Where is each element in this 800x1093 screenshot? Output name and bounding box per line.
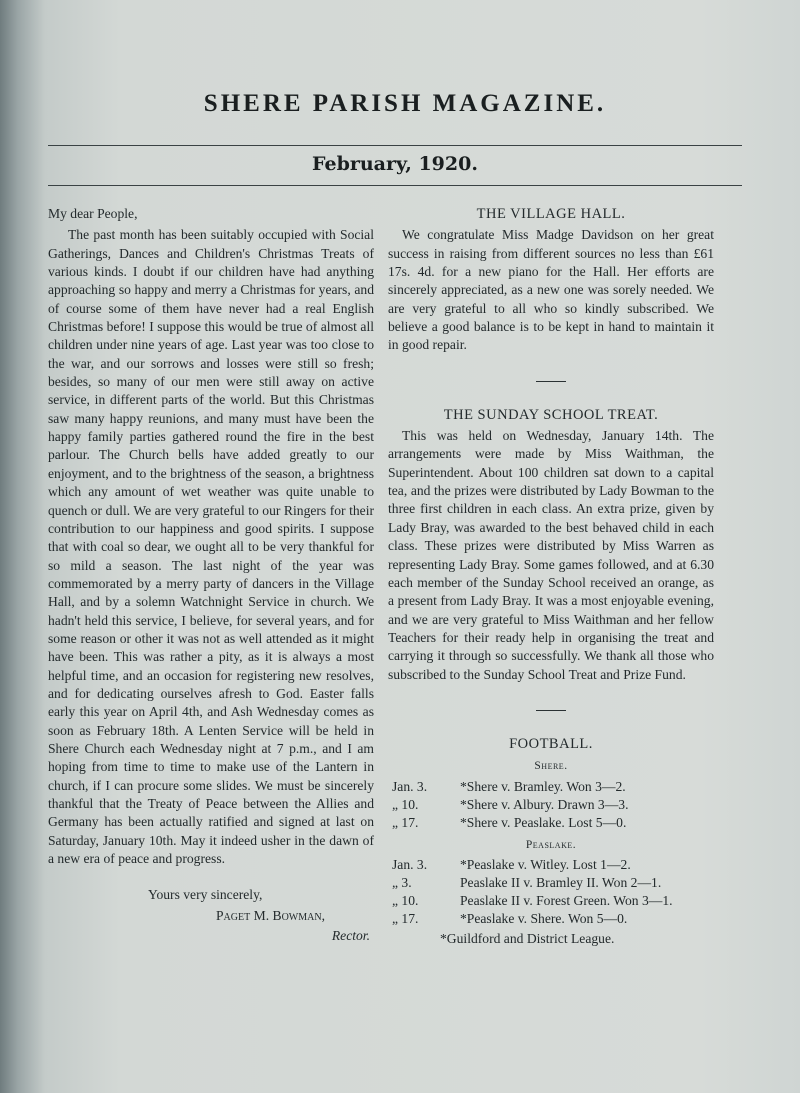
letter-body-wrap <box>48 226 374 868</box>
letter-signer: Paget M. Bowman, <box>216 907 325 923</box>
fixture-date: „ 10. <box>392 892 419 908</box>
bottom-rule <box>48 185 742 186</box>
shere-fixtures <box>388 778 714 832</box>
peaslake-fixtures <box>388 856 714 928</box>
sunday-school-body: This was held on Wednesday, January 14th. The arrangements were made by Miss Waithman, the Superintendent. About 100 children sat down to a capital tea, and the prizes were distributed by Lady Bowman to the three first children in each class. An extra prize, given by Lady Bray, was awarded to the best behaved child in each class. These prizes were distributed by Miss Warren as representing Lady Bray. Some games followed, and at 6.30 each member of the Sunday School received an orange, as a present from Lady Bray. It was a most enjoyable evening, and we are very grateful to Miss Waithman and her fellow Teachers for their ready help in organising the treat and carrying it through so successfully. We thank all those who subscribed to the Sunday School Treat and Prize Fund. <box>388 428 714 682</box>
fixture-result: *Peaslake v. Witley. Lost 1—2. <box>460 856 631 872</box>
fixture-row <box>388 814 714 832</box>
football-title: FOOTBALL. <box>509 735 593 752</box>
letter-role: Rector. <box>331 928 370 944</box>
fixture-date: Jan. 3. <box>392 856 428 872</box>
fixture-date: „ 17. <box>392 910 419 926</box>
fixture-result: *Peaslake v. Shere. Won 5—0. <box>460 910 628 926</box>
section-divider <box>536 381 566 382</box>
sunday-school-title: THE SUNDAY SCHOOL TREAT. <box>443 406 659 423</box>
fixture-result: *Shere v. Bramley. Won 3—2. <box>460 778 626 794</box>
fixture-row <box>388 874 714 892</box>
fixture-result: *Shere v. Peaslake. Lost 5—0. <box>460 814 627 830</box>
fixture-date: Jan. 3. <box>392 778 428 794</box>
rector-letter <box>48 205 374 945</box>
letter-closing: Yours very sincerely, <box>148 887 263 903</box>
fixture-row <box>388 892 714 910</box>
letter-salutation: My dear People, <box>48 206 138 221</box>
section-divider <box>536 710 566 711</box>
peaslake-heading: Peaslake. <box>525 838 577 851</box>
fixture-result: Peaslake II v. Bramley II. Won 2—1. <box>460 874 662 890</box>
fixture-row <box>388 796 714 814</box>
fixture-date: „ 3. <box>392 874 412 890</box>
fixture-date: „ 17. <box>392 814 419 830</box>
masthead-title: SHERE PARISH MAGAZINE. <box>203 90 607 117</box>
right-column <box>388 205 714 948</box>
fixture-result: Peaslake II v. Forest Green. Won 3—1. <box>460 892 673 908</box>
fixture-row <box>388 778 714 796</box>
letter-signer-wrap <box>48 907 374 925</box>
fixture-date: „ 10. <box>392 796 419 812</box>
shere-heading: Shere. <box>534 760 568 773</box>
league-footnote: *Guildford and District League. <box>440 930 615 946</box>
village-hall-title: THE VILLAGE HALL. <box>476 206 626 222</box>
fixture-row <box>388 856 714 874</box>
issue-date: February, 1920. <box>312 153 478 175</box>
letter-body: The past month has been suitably occupied with Social Gatherings, Dances and Children's Christmas Treats of various kinds. I doubt if our children have had anything approaching so happy and merry a Christmas for years, and of course some of them have never had a real English Christmas before! I suppose this would be true of almost all children under nine years of age. Last year was too close to the war, and our sorrows and losses were still so fresh; besides, so many of our men were still away on active service, in different parts of the world. But this Christmas saw many happy reunions, and many must have been the happy family parties gathered round the fire in the best parlour. The Church bells have added greatly to our enjoyment, and to the brightness of the season, a brightness which any amount of wet weather was quite unable to quench or dull. We are very grateful to our Ringers for their contribution to our happiness and good spirits. I suppose that with coal so dear, we ought all to be very thankful for so mild a season. The last night of the year was commemorated by a merry party of dancers in the Village Hall, and by a solemn Watchnight Service in church. We hadn't held this service, I believe, for several years, and for some reason or other it was not as well attended as it might have been. This was rather a pity, as it is always a most helpful time, and an occasion for registering new resolves, and for dedicating ourselves afresh to God. Easter falls early this year on April 4th, and Ash Wednesday comes as soon as February 18th. A Lenten Service will be held in Shere Church each Wednesday night at 7 p.m., and I am hoping from time to time to make use of the Lantern in church, if I can procure some slides. We must be sincerely thankful that the Treaty of Peace between the Allies and Germany has been actually ratified and signed at last on Saturday, January 10th. May it indeed usher in the dawn of a new era of peace and progress. <box>48 227 374 867</box>
fixture-result: *Shere v. Albury. Drawn 3—3. <box>460 796 629 812</box>
fixture-row <box>388 910 714 928</box>
top-rule <box>48 145 742 146</box>
village-hall-body: We congratulate Miss Madge Davidson on her great success in raising from different sources no less than £61 17s. 4d. for a new piano for the Hall. Her efforts are sincerely appreciated, as a new one was sorely needed. We are very grateful to all who so kindly subscribed. We believe a good balance is to be kept in hand to maintain it in good repair. <box>388 227 714 353</box>
